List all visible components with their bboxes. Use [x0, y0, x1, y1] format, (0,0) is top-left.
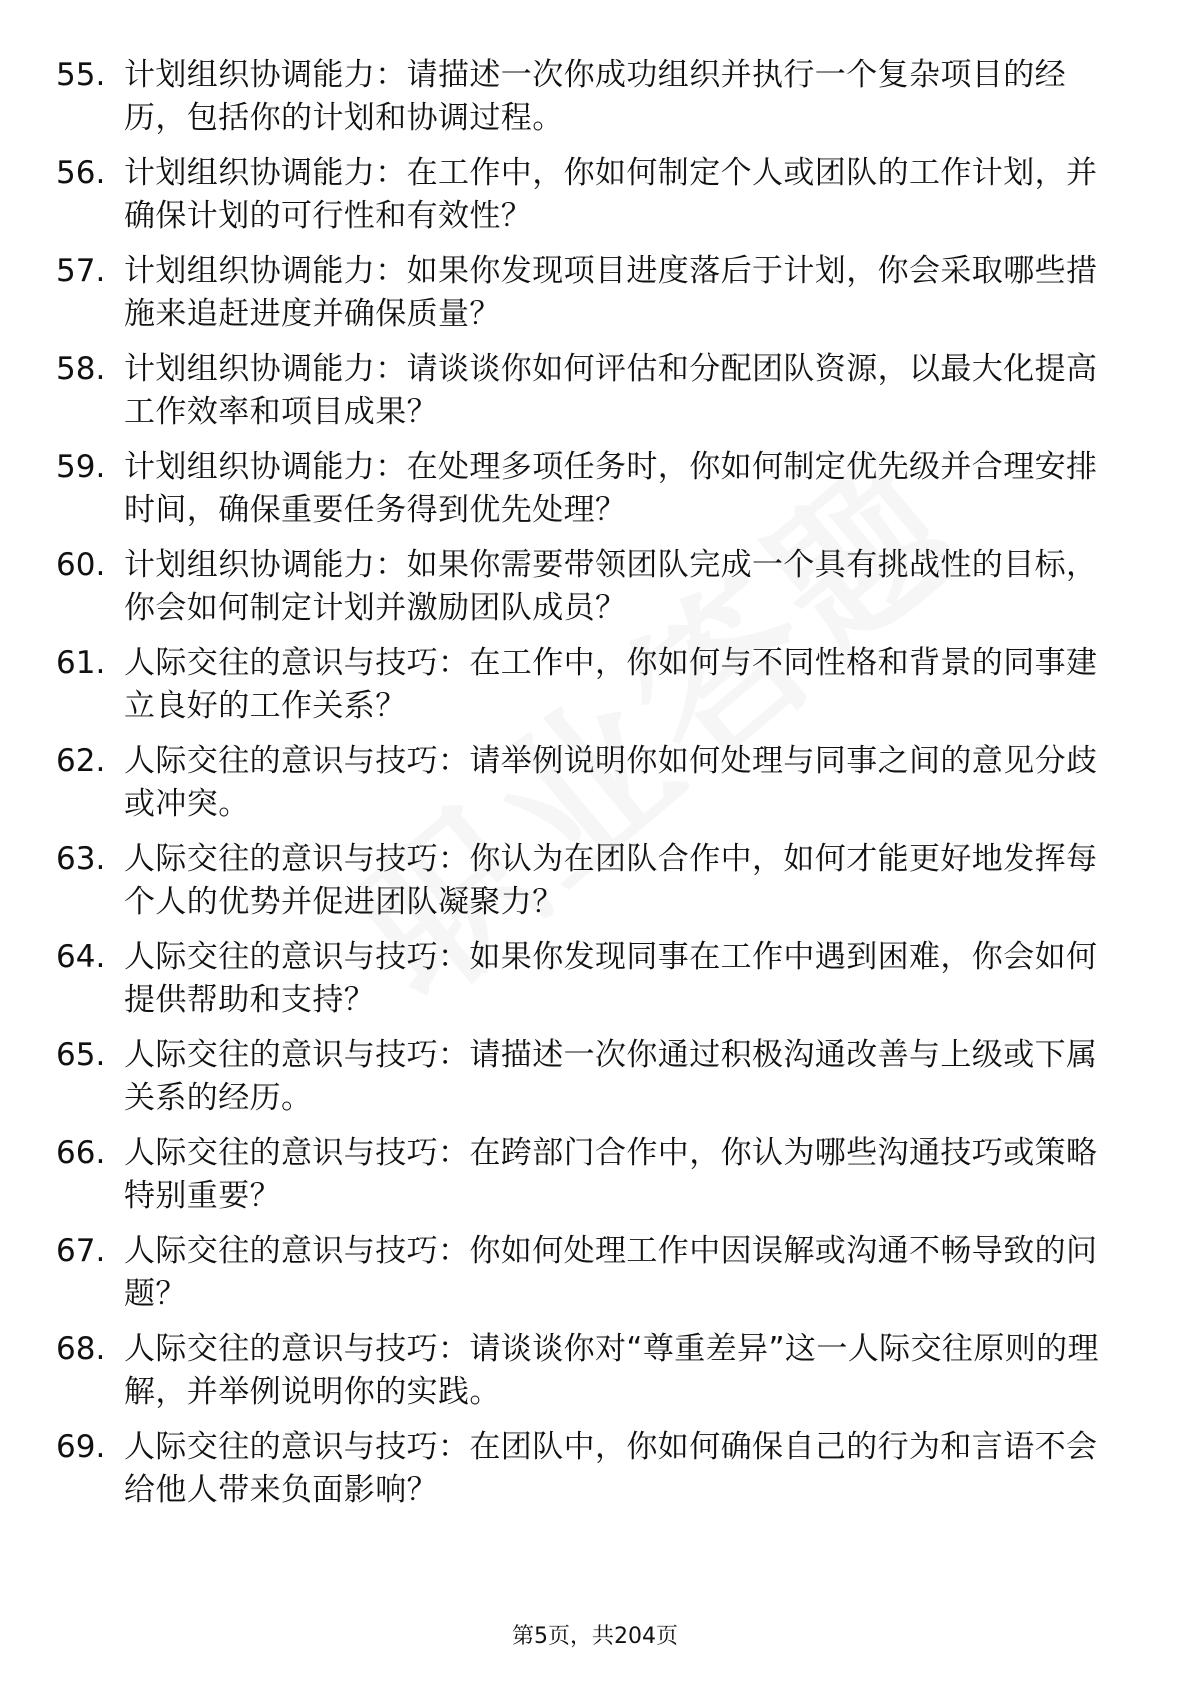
question-text: 计划组织协调能力：在处理多项任务时，你如何制定优先级并合理安排时间，确保重要任务得到优先处理？: [124, 449, 1098, 528]
question-item: [56, 250, 1116, 348]
question-text: 人际交往的意识与技巧：在跨部门合作中，你认为哪些沟通技巧或策略特别重要？: [124, 1135, 1098, 1214]
question-number: 59.: [56, 449, 106, 485]
question-text: 计划组织协调能力：在工作中，你如何制定个人或团队的工作计划，并确保计划的可行性和有效性？: [124, 155, 1098, 234]
question-text: 计划组织协调能力：请谈谈你如何评估和分配团队资源，以最大化提高工作效率和项目成果？: [124, 351, 1098, 430]
question-number: 63.: [56, 841, 106, 877]
question-number: 61.: [56, 645, 106, 681]
question-list: [56, 54, 1116, 1524]
question-item: [56, 936, 1116, 1034]
question-number: 67.: [56, 1233, 106, 1269]
question-text: 人际交往的意识与技巧：请谈谈你对“尊重差异”这一人际交往原则的理解，并举例说明你的实践。: [124, 1331, 1099, 1410]
question-item: [56, 740, 1116, 838]
question-number: 55.: [56, 57, 106, 93]
question-item: [56, 1132, 1116, 1230]
question-number: 65.: [56, 1037, 106, 1073]
question-text: 计划组织协调能力：如果你需要带领团队完成一个具有挑战性的目标，你会如何制定计划并激励团队成员？: [124, 547, 1098, 626]
question-number: 56.: [56, 155, 106, 191]
question-item: [56, 1034, 1116, 1132]
question-text: 人际交往的意识与技巧：在工作中，你如何与不同性格和背景的同事建立良好的工作关系？: [124, 645, 1098, 724]
question-item: [56, 446, 1116, 544]
question-number: 62.: [56, 743, 106, 779]
question-text: 人际交往的意识与技巧：你认为在团队合作中，如何才能更好地发挥每个人的优势并促进团队凝聚力？: [124, 841, 1098, 920]
question-text: 人际交往的意识与技巧：如果你发现同事在工作中遇到困难，你会如何提供帮助和支持？: [124, 939, 1098, 1018]
question-item: [56, 54, 1116, 152]
question-number: 64.: [56, 939, 106, 975]
question-item: [56, 1230, 1116, 1328]
question-item: [56, 838, 1116, 936]
question-text: 计划组织协调能力：如果你发现项目进度落后于计划，你会采取哪些措施来追赶进度并确保质量？: [124, 253, 1098, 332]
question-item: [56, 152, 1116, 250]
question-item: [56, 1426, 1116, 1524]
question-text: 计划组织协调能力：请描述一次你成功组织并执行一个复杂项目的经历，包括你的计划和协调过程。: [124, 57, 1066, 136]
question-item: [56, 642, 1116, 740]
question-text: 人际交往的意识与技巧：你如何处理工作中因误解或沟通不畅导致的问题？: [124, 1233, 1098, 1312]
question-number: 57.: [56, 253, 106, 289]
question-number: 69.: [56, 1429, 106, 1465]
question-text: 人际交往的意识与技巧：在团队中，你如何确保自己的行为和言语不会给他人带来负面影响？: [124, 1429, 1098, 1508]
question-text: 人际交往的意识与技巧：请举例说明你如何处理与同事之间的意见分歧或冲突。: [124, 743, 1098, 822]
question-text: 人际交往的意识与技巧：请描述一次你通过积极沟通改善与上级或下属关系的经历。: [124, 1037, 1098, 1116]
question-number: 58.: [56, 351, 106, 387]
question-item: [56, 348, 1116, 446]
question-item: [56, 1328, 1116, 1426]
question-number: 66.: [56, 1135, 106, 1171]
page-footer: 第5页，共204页: [512, 1624, 678, 1649]
question-number: 68.: [56, 1331, 106, 1367]
question-number: 60.: [56, 547, 106, 583]
question-item: [56, 544, 1116, 642]
